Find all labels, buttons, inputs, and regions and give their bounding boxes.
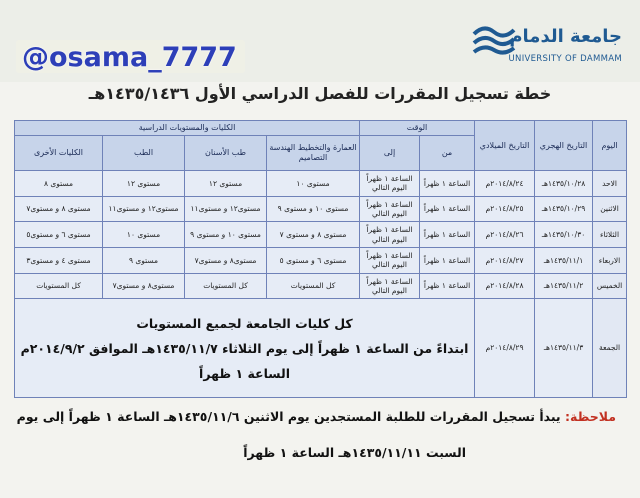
twitter-handle: @osama_7777 — [16, 40, 245, 73]
schedule-table — [14, 120, 627, 398]
cell-to: الساعة ١ ظهراً اليوم التالي — [360, 247, 420, 273]
cell-architecture: مستوى ٨ و مستوى ٧ — [267, 222, 360, 248]
all-colleges-cell — [15, 299, 475, 398]
header-other: الكليات الأخرى — [15, 136, 103, 171]
header-colleges: الكليات والمستويات الدراسية — [15, 121, 360, 136]
logo-english-text: UNIVERSITY OF DAMMAM — [508, 54, 622, 64]
cell-day: الخميس — [593, 273, 627, 299]
cell-hijri: ١٤٣٥/١٠/٣٠هـ — [535, 222, 593, 248]
cell-day: الجمعة — [593, 299, 627, 398]
page-title: خطة تسجيل المقررات للفصل الدراسي الأول ١٤٣٥/١٤٣٦هـ — [88, 84, 552, 103]
header-medicine: الطب — [103, 136, 185, 171]
cell-other: مستوى ٦ و مستوى٥ — [15, 222, 103, 248]
cell-gregorian: ٢٠١٤/٨/٢٩م — [475, 299, 535, 398]
table-row — [15, 273, 627, 299]
cell-medicine: مستوى ١٠ — [103, 222, 185, 248]
table-row — [15, 196, 627, 222]
cell-hijri: ١٤٣٥/١١/٣هـ — [535, 299, 593, 398]
cell-gregorian: ٢٠١٤/٨/٢٧م — [475, 247, 535, 273]
university-logo — [472, 16, 622, 82]
logo-arabic-text: جامعة الدمام — [509, 26, 622, 47]
cell-hijri: ١٤٣٥/١١/١هـ — [535, 247, 593, 273]
cell-medicine: مستوى٨ و مستوى٧ — [103, 273, 185, 299]
cell-gregorian: ٢٠١٤/٨/٢٦م — [475, 222, 535, 248]
table-row-last — [15, 299, 627, 398]
cell-architecture: مستوى ٦ و مستوى ٥ — [267, 247, 360, 273]
cell-other: مستوى ٤ و مستوى٣ — [15, 247, 103, 273]
cell-day: الاربعاء — [593, 247, 627, 273]
all-colleges-line1: كل كليات الجامعة لجميع المستويات — [136, 315, 353, 331]
all-colleges-line2: ابتداءً من الساعة ١ ظهراً إلى يوم الثلاثاء ١٤٣٥/١١/٧هـ الموافق ٢٠١٤/٩/٢م الساعة ١ ظهراً — [20, 340, 469, 381]
note-line-2: السبت ١٤٣٥/١١/١١هـ الساعة ١ ظهراً — [243, 445, 466, 460]
cell-from: الساعة ١ ظهراً — [420, 222, 475, 248]
cell-medicine: مستوى ١٢ — [103, 171, 185, 197]
cell-medicine: مستوى ٩ — [103, 247, 185, 273]
cell-from: الساعة ١ ظهراً — [420, 196, 475, 222]
cell-from: الساعة ١ ظهراً — [420, 273, 475, 299]
note-text-1: يبدأ تسجيل المقررات للطلبة المستجدين يوم الاثنين ١٤٣٥/١١/٦هـ الساعة ١ ظهراً إلى يوم — [16, 409, 561, 424]
schedule-table-container — [14, 120, 626, 398]
cell-from: الساعة ١ ظهراً — [420, 171, 475, 197]
cell-day: الاثنين — [593, 196, 627, 222]
header-architecture: العمارة والتخطيط الهندسة التصاميم — [267, 136, 360, 171]
header-gregorian: التاريخ الميلادي — [475, 121, 535, 171]
table-row — [15, 171, 627, 197]
note-line-1 — [16, 406, 616, 428]
cell-dentistry: مستوى١٢ و مستوى١١ — [185, 196, 267, 222]
cell-gregorian: ٢٠١٤/٨/٢٤م — [475, 171, 535, 197]
cell-day: الاحد — [593, 171, 627, 197]
notes-section — [16, 406, 616, 460]
header-day: اليوم — [593, 121, 627, 171]
cell-other: كل المستويات — [15, 273, 103, 299]
header-dentistry: طب الأسنان — [185, 136, 267, 171]
cell-to: الساعة ١ ظهراً اليوم التالي — [360, 171, 420, 197]
cell-hijri: ١٤٣٥/١٠/٢٩هـ — [535, 196, 593, 222]
note-label: ملاحظة: — [565, 409, 616, 424]
header-from: من — [420, 136, 475, 171]
cell-day: الثلاثاء — [593, 222, 627, 248]
cell-to: الساعة ١ ظهراً اليوم التالي — [360, 222, 420, 248]
cell-dentistry: مستوى ١٢ — [185, 171, 267, 197]
cell-medicine: مستوى١٢ و مستوى١١ — [103, 196, 185, 222]
cell-other: مستوى ٨ و مستوى٧ — [15, 196, 103, 222]
cell-gregorian: ٢٠١٤/٨/٢٥م — [475, 196, 535, 222]
cell-architecture: كل المستويات — [267, 273, 360, 299]
cell-other: مستوى ٨ — [15, 171, 103, 197]
cell-gregorian: ٢٠١٤/٨/٢٨م — [475, 273, 535, 299]
header-hijri: التاريخ الهجري — [535, 121, 593, 171]
table-row — [15, 247, 627, 273]
header-time: الوقت — [360, 121, 475, 136]
cell-hijri: ١٤٣٥/١٠/٢٨هـ — [535, 171, 593, 197]
cell-from: الساعة ١ ظهراً — [420, 247, 475, 273]
cell-dentistry: مستوى ١٠ و مستوى ٩ — [185, 222, 267, 248]
cell-to: الساعة ١ ظهراً اليوم التالي — [360, 196, 420, 222]
cell-to: الساعة ١ ظهراً اليوم التالي — [360, 273, 420, 299]
cell-architecture: مستوى ١٠ — [267, 171, 360, 197]
cell-hijri: ١٤٣٥/١١/٢هـ — [535, 273, 593, 299]
cell-dentistry: كل المستويات — [185, 273, 267, 299]
header-to: إلى — [360, 136, 420, 171]
cell-architecture: مستوى ١٠ و مستوى ٩ — [267, 196, 360, 222]
cell-dentistry: مستوى٨ و مستوى٧ — [185, 247, 267, 273]
table-row — [15, 222, 627, 248]
